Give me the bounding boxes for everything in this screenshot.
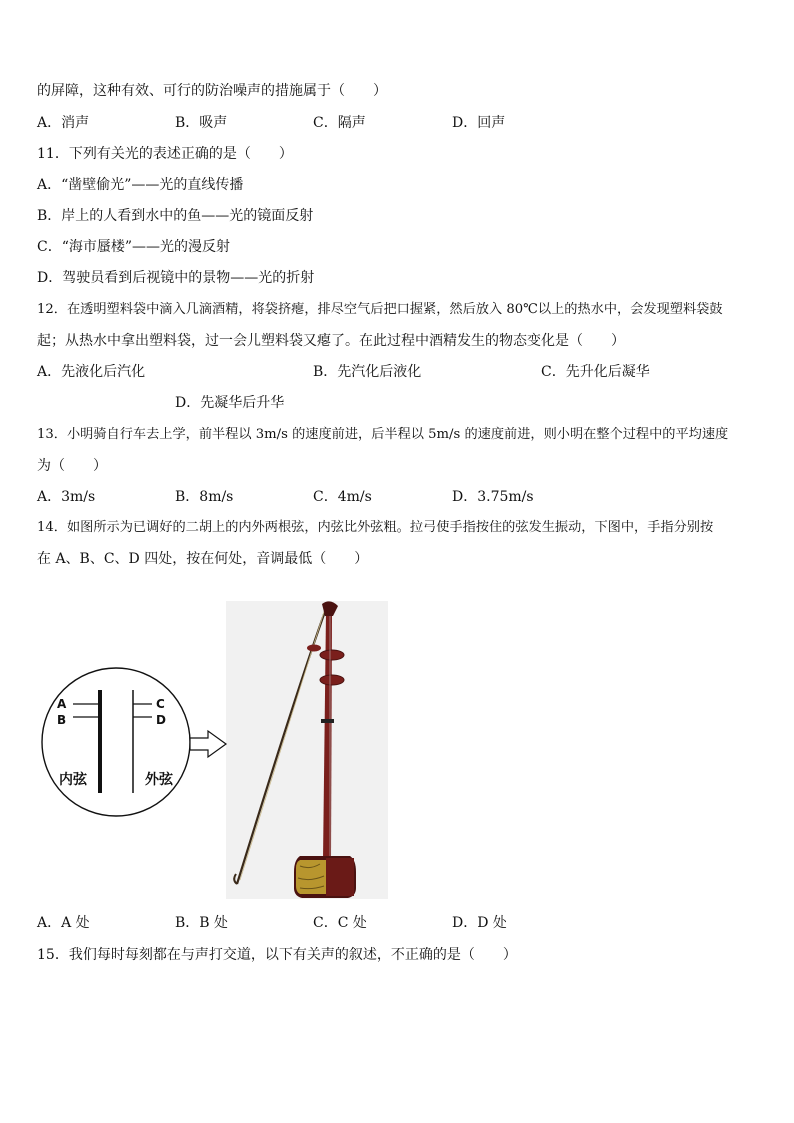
string-diagram-circle [42, 668, 190, 816]
q13-option-c: C．4m/s [313, 489, 372, 505]
erhu-peg-1 [320, 650, 344, 660]
label-inner-string: 内弦 [59, 772, 87, 788]
q10-stem-tail: 的屏障，这种有效、可行的防治噪声的措施属于（ ） [37, 83, 387, 99]
label-a: A [57, 697, 67, 711]
q13-option-d: D．3.75m/s [452, 489, 534, 505]
erhu-bow-tip [234, 874, 237, 884]
q11-option-d: D．驾驶员看到后视镜中的景物——光的折射 [37, 270, 315, 286]
erhu-neck [323, 612, 332, 860]
q12-stem-line2: 起；从热水中拿出塑料袋，过一会儿塑料袋又瘪了。在此过程中酒精发生的物态变化是（ ） [37, 333, 625, 349]
q12-option-a: A．先液化后汽化 [37, 364, 146, 380]
erhu-peg-3 [307, 645, 321, 652]
label-d: D [156, 713, 166, 727]
q12-option-c: C．先升化后凝华 [541, 364, 650, 380]
q14-stem-line1: 14．如图所示为已调好的二胡上的内外两根弦，内弦比外弦粗。拉弓使手指按住的弦发生振动，下图中，手指分别按 [37, 520, 714, 535]
q10-option-b: B．吸声 [175, 115, 228, 131]
q12-stem-line1: 12．在透明塑料袋中滴入几滴酒精，将袋挤瘪，排尽空气后把口握紧，然后放入 80℃以上的热水中，会发现塑料袋鼓 [37, 302, 723, 317]
q11-option-c: C．“海市蜃楼”——光的漫反射 [37, 239, 231, 255]
q14-option-a: A．A 处 [37, 915, 90, 931]
erhu-bow-hair [240, 612, 324, 880]
label-b: B [57, 713, 67, 727]
q12-option-d: D．先凝华后升华 [175, 395, 285, 411]
erhu-peg-2 [320, 675, 344, 685]
q10-option-a: A．消声 [37, 115, 90, 131]
q13-stem-line1: 13．小明骑自行车去上学，前半程以 3m/s 的速度前进，后半程以 5m/s 的速度前进，则小明在整个过程中的平均速度 [37, 427, 729, 442]
q10-option-c: C．隔声 [313, 115, 366, 131]
erhu-box-side [326, 858, 354, 896]
q13-option-b: B．8m/s [175, 489, 234, 505]
q15-stem: 15．我们每时每刻都在与声打交道，以下有关声的叙述，不正确的是（ ） [37, 947, 517, 963]
label-outer-string: 外弦 [145, 772, 173, 788]
q14-option-d: D．D 处 [452, 915, 507, 931]
q11-option-b: B．岸上的人看到水中的鱼——光的镜面反射 [37, 208, 314, 224]
q13-option-a: A．3m/s [37, 489, 96, 505]
q14-stem-line2: 在 A、B、C、D 四处，按在何处，音调最低（ ） [37, 551, 369, 567]
q14-option-c: C．C 处 [313, 915, 367, 931]
q14-option-b: B．B 处 [175, 915, 229, 931]
erhu-qianjin [321, 719, 334, 723]
q11-stem: 11．下列有关光的表述正确的是（ ） [37, 146, 293, 162]
label-c: C [156, 697, 165, 711]
q11-option-a: A．“凿壁偷光”——光的直线传播 [37, 177, 244, 193]
arrow-icon [190, 731, 226, 757]
q13-stem-line2: 为（ ） [37, 458, 107, 474]
q10-option-d: D．回声 [452, 115, 506, 131]
q12-option-b: B．先汽化后液化 [313, 364, 422, 380]
